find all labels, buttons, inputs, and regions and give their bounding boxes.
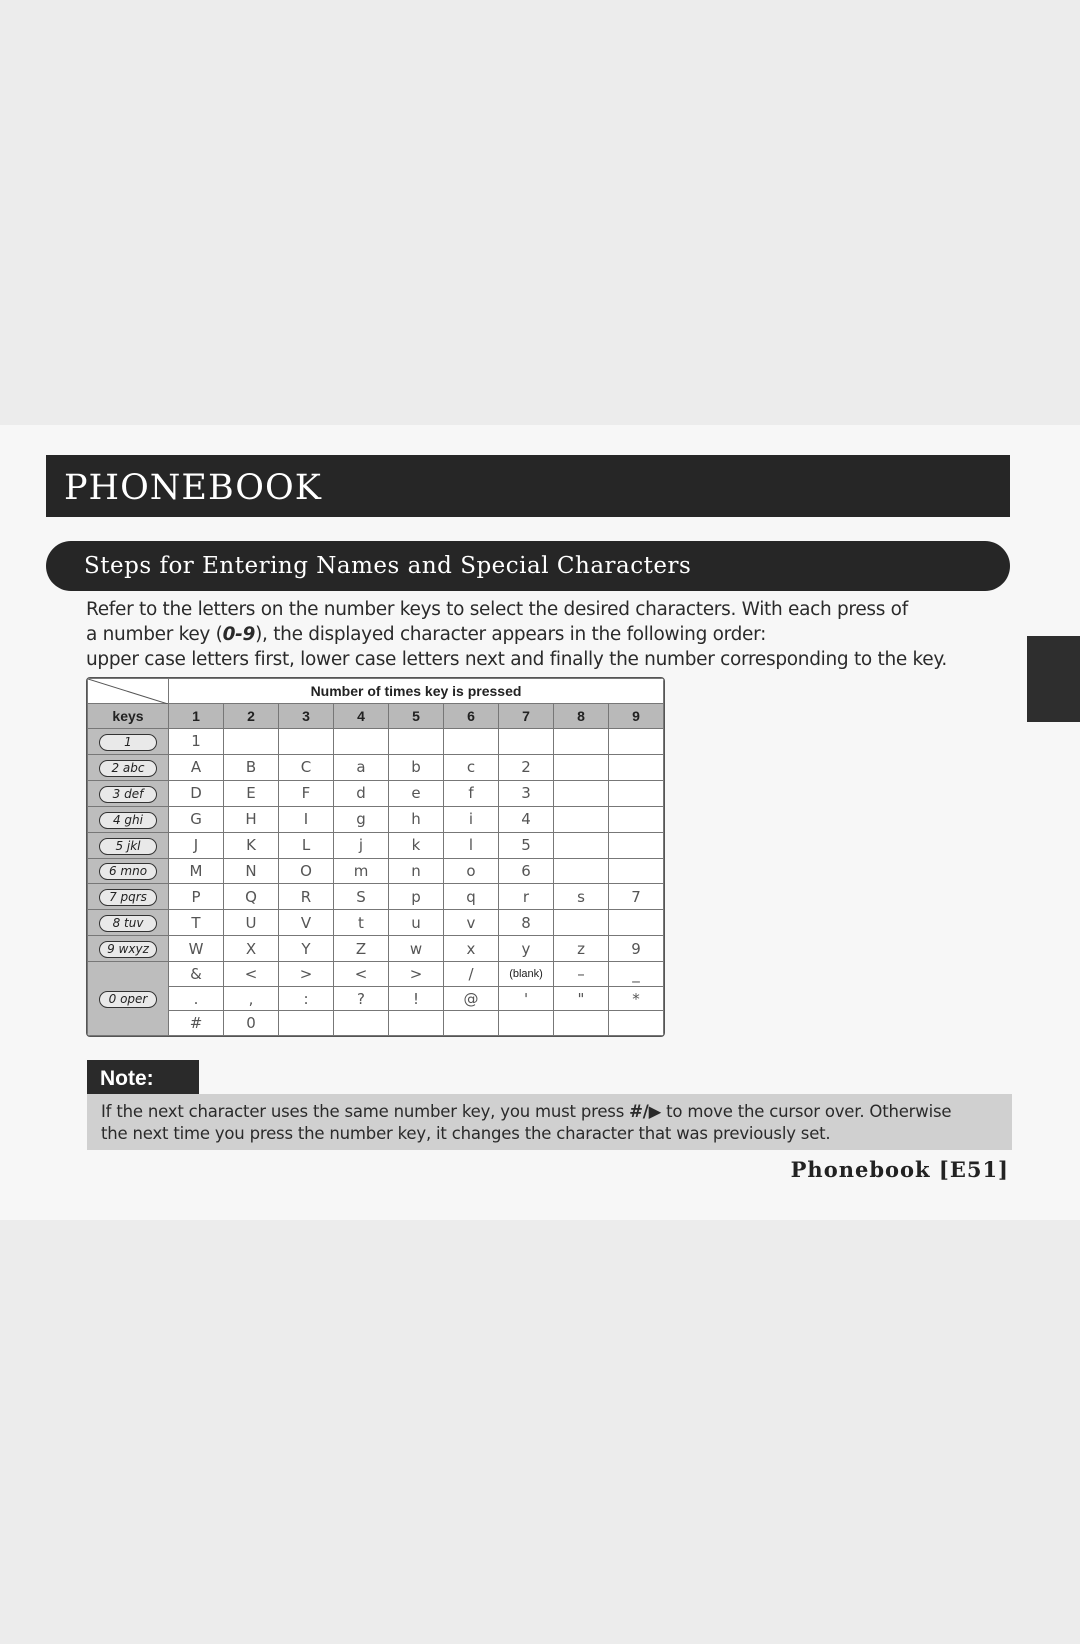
character-cell: w — [389, 936, 444, 962]
character-cell: 4 — [499, 806, 554, 832]
character-cell — [499, 1011, 554, 1036]
character-cell — [334, 1011, 389, 1036]
character-cell: I — [279, 806, 334, 832]
character-cell: (blank) — [499, 962, 554, 987]
cursor-key-symbol: #/▶ — [629, 1102, 662, 1121]
character-cell: . — [169, 986, 224, 1011]
key-range: 0-9 — [222, 624, 256, 645]
key-row — [88, 858, 664, 884]
character-cell: R — [279, 884, 334, 910]
character-cell: 9 — [609, 936, 664, 962]
note-text — [87, 1094, 1012, 1150]
character-cell: l — [444, 832, 499, 858]
character-cell: p — [389, 884, 444, 910]
character-cell — [609, 910, 664, 936]
character-cell: H — [224, 806, 279, 832]
presses-header: Number of times key is pressed — [169, 679, 664, 704]
key-button-label: 7 pqrs — [99, 889, 157, 906]
character-cell: D — [169, 780, 224, 806]
character-cell: 6 — [499, 858, 554, 884]
character-cell: X — [224, 936, 279, 962]
character-cell — [444, 1011, 499, 1036]
note-line-1 — [101, 1101, 1002, 1123]
character-cell: Q — [224, 884, 279, 910]
key-cell — [88, 806, 169, 832]
key-cell — [88, 832, 169, 858]
corner-diagonal — [88, 679, 168, 704]
character-cell — [609, 780, 664, 806]
key-button-label: 9 wxyz — [99, 941, 157, 958]
key-row — [88, 936, 664, 962]
press-count-header: 9 — [609, 704, 664, 729]
note-line-1-end: to move the cursor over. Otherwise — [661, 1102, 952, 1121]
character-cell — [609, 1011, 664, 1036]
character-cell — [554, 910, 609, 936]
intro-line-2 — [86, 622, 1026, 647]
character-cell — [499, 729, 554, 755]
key-row — [88, 962, 664, 987]
character-cell — [609, 754, 664, 780]
character-cell: o — [444, 858, 499, 884]
key-button-label: 1 — [99, 734, 157, 751]
character-cell — [609, 858, 664, 884]
key-cell — [88, 780, 169, 806]
character-cell — [554, 754, 609, 780]
character-cell: M — [169, 858, 224, 884]
press-count-header: 3 — [279, 704, 334, 729]
character-cell: ? — [334, 986, 389, 1011]
character-cell: r — [499, 884, 554, 910]
key-cell — [88, 858, 169, 884]
key-row — [88, 806, 664, 832]
character-cell: F — [279, 780, 334, 806]
character-cell: c — [444, 754, 499, 780]
character-cell: i — [444, 806, 499, 832]
character-cell: x — [444, 936, 499, 962]
character-cell: q — [444, 884, 499, 910]
character-cell: 7 — [609, 884, 664, 910]
character-cell — [554, 729, 609, 755]
character-cell: B — [224, 754, 279, 780]
character-cell: g — [334, 806, 389, 832]
key-row — [88, 729, 664, 755]
character-cell — [444, 729, 499, 755]
key-cell — [88, 884, 169, 910]
character-cell — [554, 832, 609, 858]
character-cell: @ — [444, 986, 499, 1011]
character-cell: L — [279, 832, 334, 858]
character-cell — [554, 1011, 609, 1036]
character-cell: A — [169, 754, 224, 780]
character-cell: T — [169, 910, 224, 936]
note-line-1-start: If the next character uses the same number key, you must press — [101, 1102, 630, 1121]
press-count-header: 2 — [224, 704, 279, 729]
note-label: Note: — [87, 1060, 199, 1098]
intro-line-2-start: a number key ( — [86, 624, 223, 645]
character-cell: , — [224, 986, 279, 1011]
character-cell: f — [444, 780, 499, 806]
character-cell: K — [224, 832, 279, 858]
press-count-header: 6 — [444, 704, 499, 729]
key-row — [88, 910, 664, 936]
character-cell — [279, 729, 334, 755]
key-cell — [88, 754, 169, 780]
character-cell: N — [224, 858, 279, 884]
key-button-label: 0 oper — [99, 991, 157, 1008]
section-tab-marker — [1027, 636, 1080, 722]
character-cell: s — [554, 884, 609, 910]
character-cell: b — [389, 754, 444, 780]
character-cell — [389, 1011, 444, 1036]
character-cell — [609, 729, 664, 755]
key-button-label: 4 ghi — [99, 812, 157, 829]
press-count-header: 7 — [499, 704, 554, 729]
character-cell — [389, 729, 444, 755]
character-cell: E — [224, 780, 279, 806]
character-cell: t — [334, 910, 389, 936]
character-cell: j — [334, 832, 389, 858]
press-count-header: 8 — [554, 704, 609, 729]
keys-header: keys — [88, 704, 169, 729]
character-cell: ! — [389, 986, 444, 1011]
character-cell: – — [554, 962, 609, 987]
character-cell: 2 — [499, 754, 554, 780]
press-count-header: 1 — [169, 704, 224, 729]
character-cell: < — [334, 962, 389, 987]
character-cell: & — [169, 962, 224, 987]
character-cell: P — [169, 884, 224, 910]
character-cell: ' — [499, 986, 554, 1011]
character-cell: : — [279, 986, 334, 1011]
character-cell: Z — [334, 936, 389, 962]
character-cell — [554, 780, 609, 806]
key-button-label: 8 tuv — [99, 915, 157, 932]
character-cell: * — [609, 986, 664, 1011]
character-cell: V — [279, 910, 334, 936]
character-cell — [554, 858, 609, 884]
character-cell: d — [334, 780, 389, 806]
key-row — [88, 780, 664, 806]
key-button-label: 2 abc — [99, 760, 157, 777]
character-cell: m — [334, 858, 389, 884]
character-cell — [554, 806, 609, 832]
character-cell — [609, 806, 664, 832]
character-cell: 5 — [499, 832, 554, 858]
character-cell: h — [389, 806, 444, 832]
character-cell: # — [169, 1011, 224, 1036]
character-cell: v — [444, 910, 499, 936]
key-cell — [88, 729, 169, 755]
key-row — [88, 832, 664, 858]
character-cell — [609, 832, 664, 858]
section-heading: Steps for Entering Names and Special Characters — [46, 541, 1010, 591]
page-title: PHONEBOOK — [46, 455, 1010, 517]
character-cell — [224, 729, 279, 755]
character-cell — [279, 1011, 334, 1036]
character-cell: u — [389, 910, 444, 936]
character-cell: k — [389, 832, 444, 858]
character-table — [86, 677, 665, 1037]
key-row — [88, 986, 664, 1011]
character-cell — [334, 729, 389, 755]
page-footer: Phonebook [E51] — [790, 1157, 1009, 1182]
key-cell — [88, 936, 169, 962]
press-count-header: 4 — [334, 704, 389, 729]
character-cell: y — [499, 936, 554, 962]
character-cell: G — [169, 806, 224, 832]
intro-line-3: upper case letters first, lower case letters next and finally the number corresponding to the key. — [86, 649, 947, 670]
character-cell: / — [444, 962, 499, 987]
character-cell: Y — [279, 936, 334, 962]
character-cell: n — [389, 858, 444, 884]
character-cell: a — [334, 754, 389, 780]
key-row — [88, 754, 664, 780]
key-button-label: 3 def — [99, 786, 157, 803]
character-cell: 3 — [499, 780, 554, 806]
character-cell: J — [169, 832, 224, 858]
character-cell: 8 — [499, 910, 554, 936]
key-button-label: 5 jkl — [99, 838, 157, 855]
intro-line-1: Refer to the letters on the number keys to select the desired characters. With each press of — [86, 599, 908, 620]
key-row — [88, 1011, 664, 1036]
table-corner — [88, 679, 169, 704]
intro-line-2-end: ), the displayed character appears in the following order: — [255, 624, 767, 645]
character-cell: S — [334, 884, 389, 910]
character-cell: C — [279, 754, 334, 780]
character-cell: 0 — [224, 1011, 279, 1036]
key-row — [88, 884, 664, 910]
character-cell: e — [389, 780, 444, 806]
note-line-2: the next time you press the number key, it changes the character that was previously set. — [101, 1124, 831, 1143]
character-cell: _ — [609, 962, 664, 987]
character-cell: U — [224, 910, 279, 936]
intro-paragraph — [86, 597, 1026, 672]
character-cell: > — [389, 962, 444, 987]
key-cell — [88, 962, 169, 1036]
key-button-label: 6 mno — [99, 863, 157, 880]
character-cell: W — [169, 936, 224, 962]
character-cell: 1 — [169, 729, 224, 755]
character-cell: O — [279, 858, 334, 884]
character-cell: < — [224, 962, 279, 987]
press-count-header: 5 — [389, 704, 444, 729]
character-cell: z — [554, 936, 609, 962]
character-cell: " — [554, 986, 609, 1011]
key-cell — [88, 910, 169, 936]
character-cell: > — [279, 962, 334, 987]
